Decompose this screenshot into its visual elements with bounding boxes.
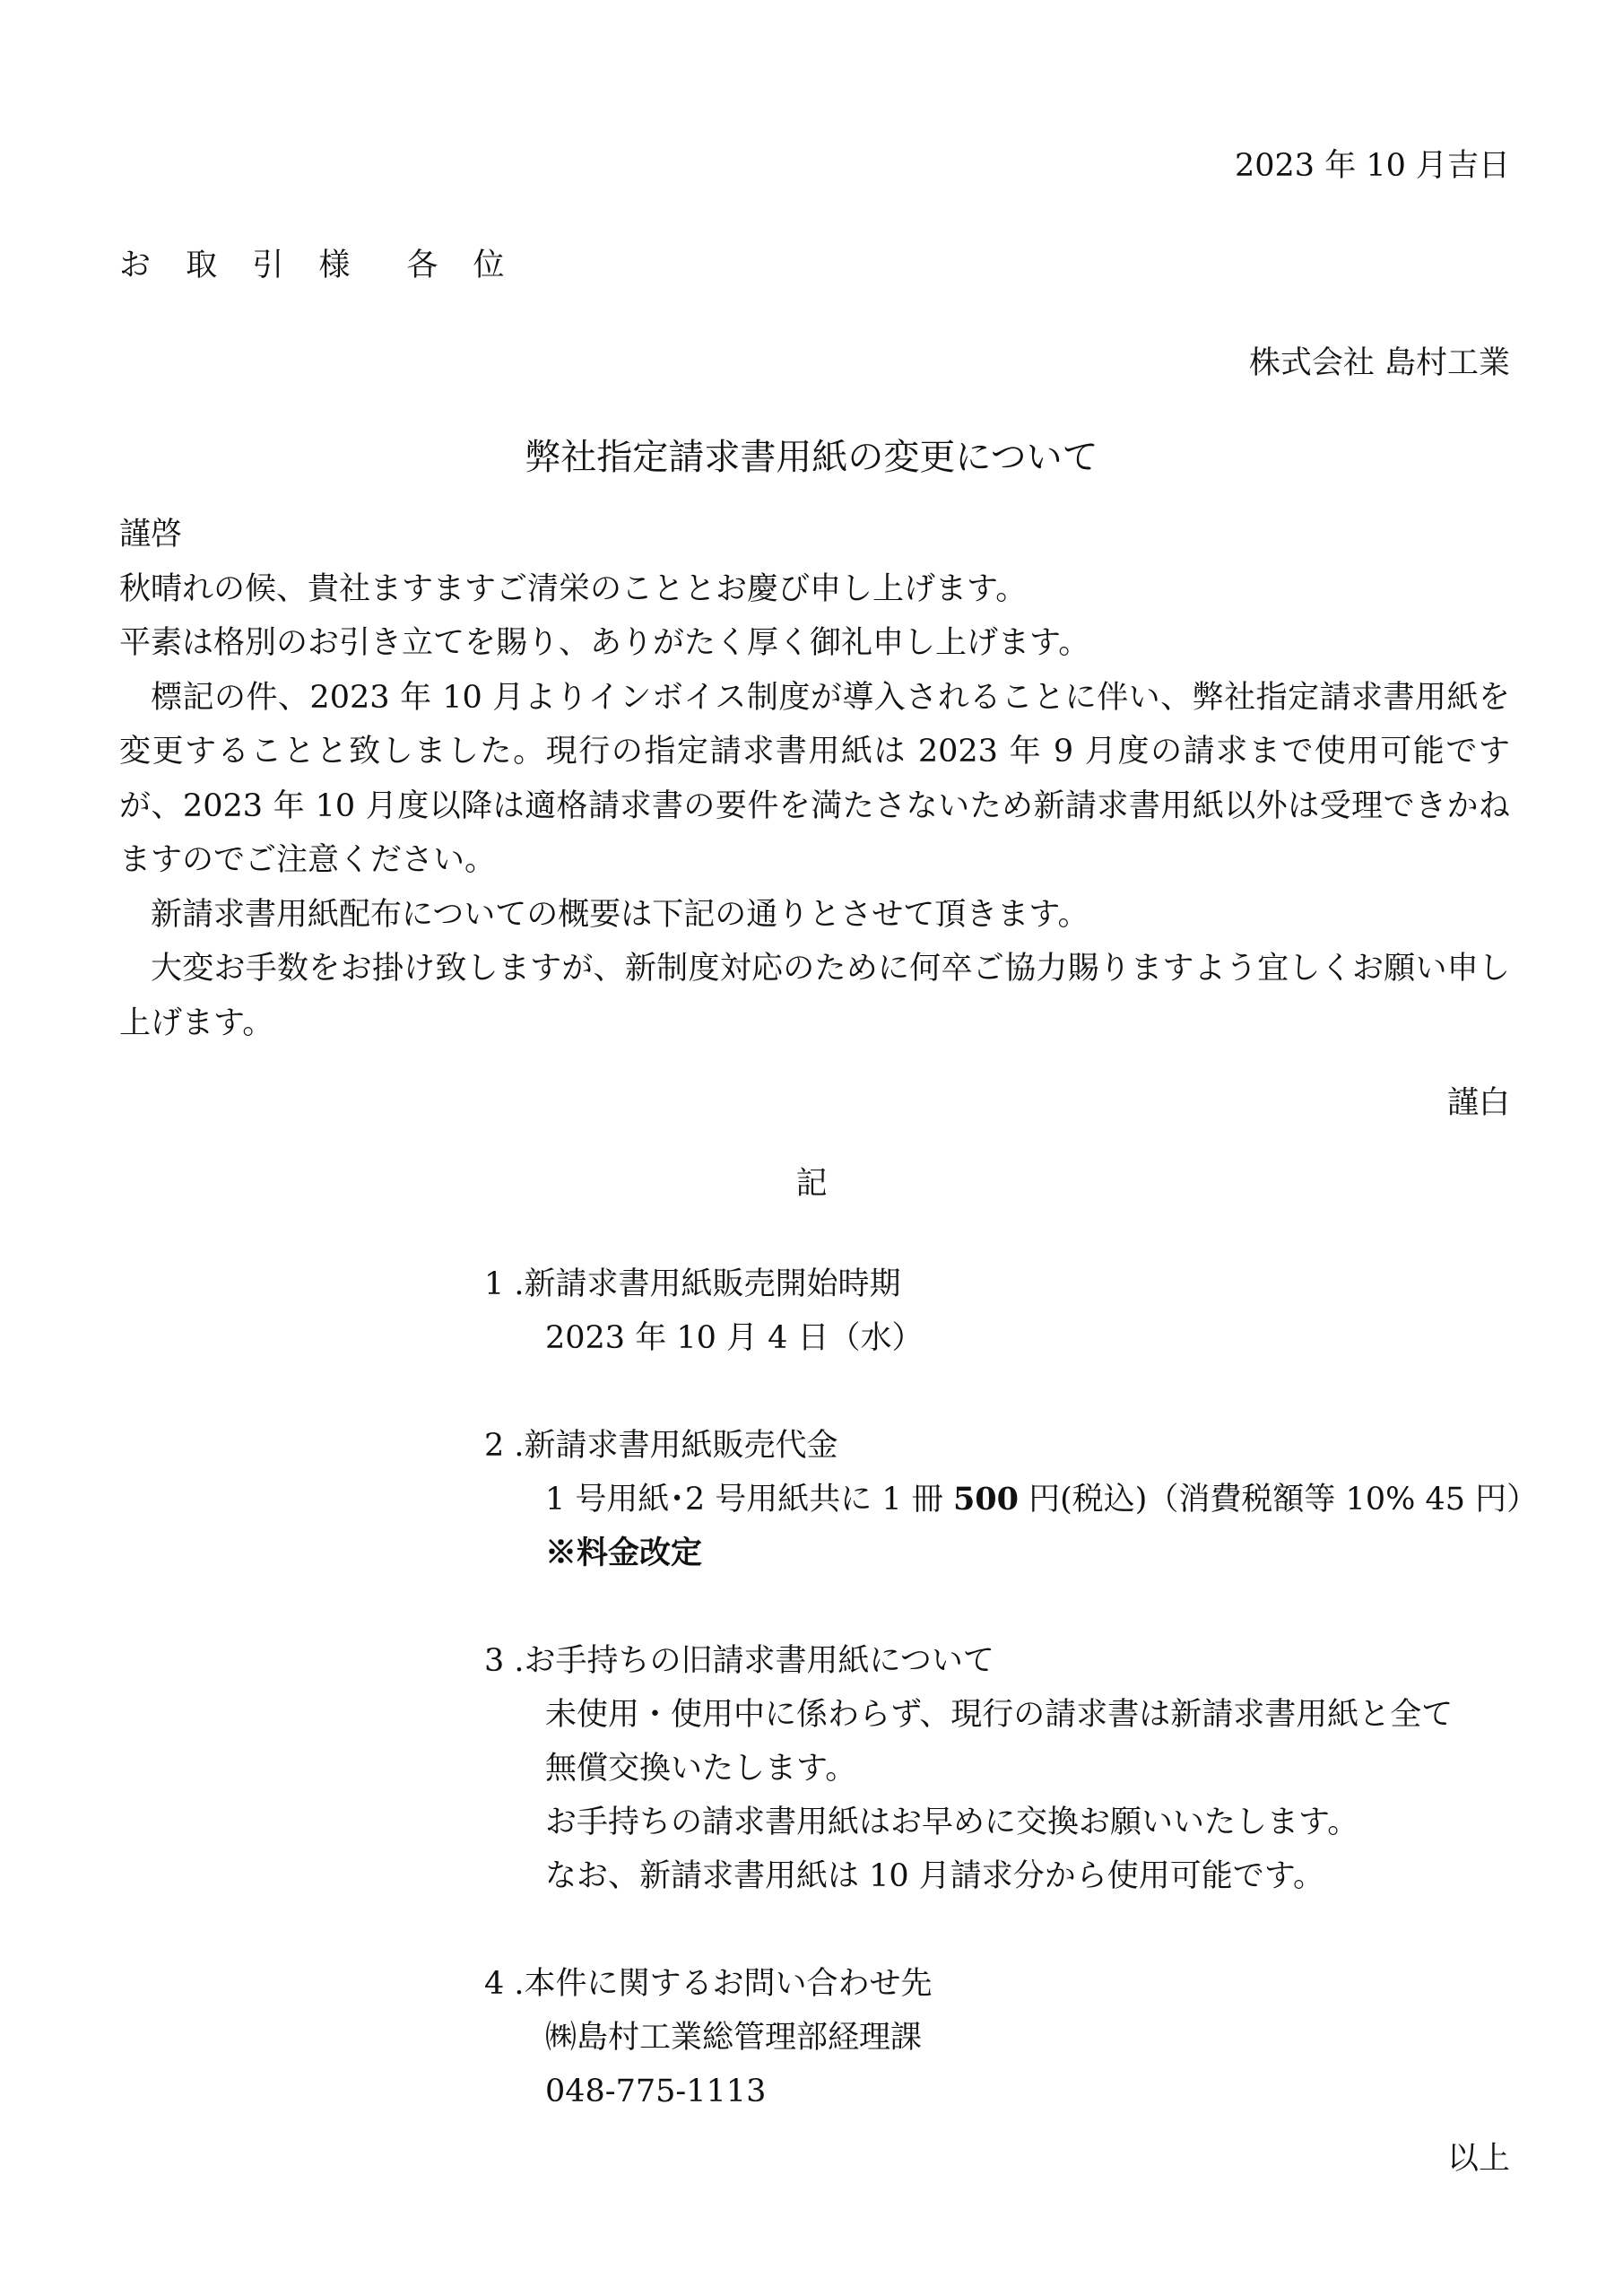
body-paragraph: 平素は格別のお引き立てを賜り、ありがたく厚く御礼申し上げます。	[119, 625, 1090, 661]
closing-salutation: 謹白	[1446, 1085, 1510, 1121]
list-item	[484, 1419, 1539, 1580]
list-item	[484, 1957, 1524, 2118]
letter-body	[119, 508, 1510, 1050]
body-paragraph: 秋晴れの候、貴社ますますご清栄のこととお慶び申し上げます。	[119, 570, 1028, 607]
body-paragraph: 大変お手数をお掛け致しますが、新制度対応のために何卒ご協力賜りますよう宜しくお願い申し上げます。	[119, 951, 1510, 1041]
list-item	[484, 1257, 1524, 1365]
item-title: 1 .新請求書用紙販売開始時期	[484, 1266, 901, 1302]
price-line	[484, 1473, 1539, 1526]
price-revision-note: ※料金改定	[545, 1535, 703, 1571]
item-line: なお、新請求書用紙は 10 月請求分から使用可能です。	[545, 1858, 1324, 1894]
opening-salutation: 謹啓	[119, 517, 183, 552]
recipient: お 取 引 様 各 位	[119, 248, 517, 283]
item-title: 4 .本件に関するお問い合わせ先	[484, 1966, 933, 2002]
body-paragraph: 標記の件、2023 年 10 月よりインボイス制度が導入されることに伴い、弊社指定請求書用紙を変更することと致しました。現行の指定請求書用紙は 2023 年 9 月度の請求まで使用可能ですが、2023 年 10 月度以降は適格請求書の要件を満たさないため新請求書用紙以外は受理できかねますのでご注意ください。	[119, 679, 1510, 878]
contact-phone: 048-775-1113	[545, 2074, 767, 2109]
item-title: 3 .お手持ちの旧請求書用紙について	[484, 1643, 994, 1679]
price-prefix: 1 号用紙･2 号用紙共に 1 冊	[545, 1482, 953, 1518]
item-title: 2 .新請求書用紙販売代金	[484, 1428, 838, 1464]
ki-heading: 記	[795, 1166, 828, 1202]
end-mark: 以上	[1446, 2141, 1510, 2177]
item-list	[484, 1257, 1539, 2172]
item-line: 無償交換いたします。	[545, 1751, 857, 1787]
document-title: 弊社指定請求書用紙の変更について	[525, 437, 1098, 478]
item-line: 2023 年 10 月 4 日（水）	[545, 1320, 924, 1356]
item-line: 未使用・使用中に係わらず、現行の請求書は新請求書用紙と全て	[545, 1697, 1454, 1733]
body-paragraph: 新請求書用紙配布についての概要は下記の通りとさせて頂きます。	[151, 896, 1089, 933]
contact-department: ㈱島村工業総管理部経理課	[545, 2020, 923, 2056]
letter-date: 2023 年 10 月吉日	[1235, 148, 1510, 184]
list-item	[484, 1634, 1524, 1903]
price-value: 500	[952, 1481, 1019, 1518]
sender-company: 株式会社 島村工業	[1248, 345, 1510, 381]
item-line: お手持ちの請求書用紙はお早めに交換お願いいたします。	[545, 1805, 1359, 1840]
price-suffix: 円(税込)（消費税額等 10% 45 円）	[1019, 1482, 1539, 1518]
